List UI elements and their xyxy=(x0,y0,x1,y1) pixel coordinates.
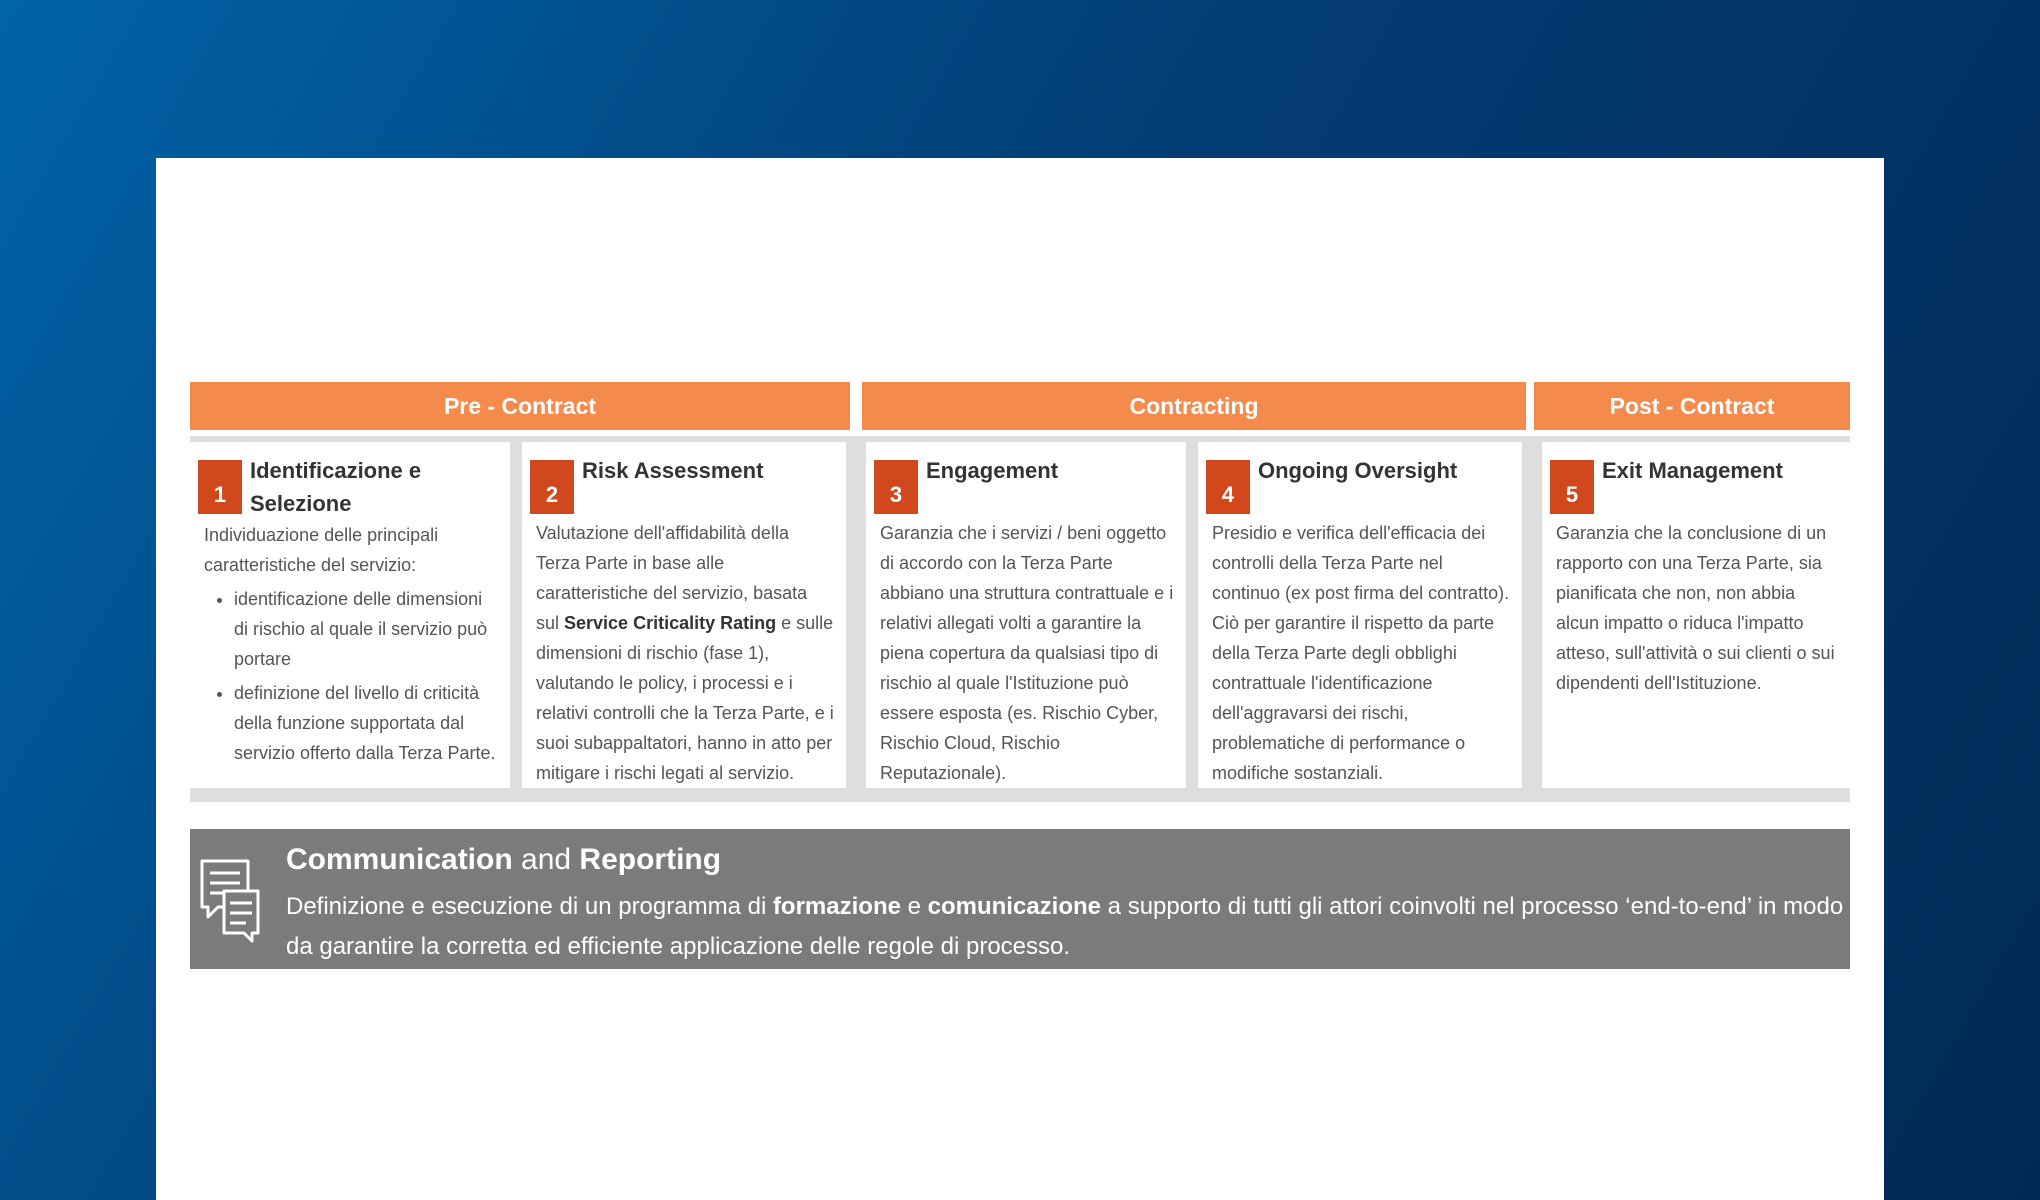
step-description: Presidio e verifica dell'efficacia dei controlli della Terza Parte nel continuo (ex post firma del contratto). Ciò per garantire il rispetto da parte della Terza Parte degli obblighi contrattuale l'identificazione dell'aggravarsi dei rischi, problematiche di performance o modifiche sostanziali. xyxy=(1212,523,1510,783)
tprm-process-diagram xyxy=(190,382,1850,802)
step-title: Risk Assessment xyxy=(582,458,764,483)
step-title: Exit Management xyxy=(1602,458,1783,483)
step-text-bold: Service Criticality Rating xyxy=(564,613,777,633)
step-card-4 xyxy=(1198,442,1522,788)
steps-row xyxy=(190,436,1850,802)
chat-document-icon xyxy=(198,857,262,943)
step-number-badge: 3 xyxy=(874,460,918,514)
list-item: • definizione del livello di criticità della funzione supportata dal servizio offerto dalla Terza Parte. xyxy=(234,678,498,768)
step-number-badge: 5 xyxy=(1550,460,1594,514)
step-number-badge: 4 xyxy=(1206,460,1250,514)
step-card-5 xyxy=(1542,442,1850,788)
step-description xyxy=(536,518,834,788)
text-part: e xyxy=(900,893,928,920)
step-bullet-list xyxy=(204,584,498,768)
step-description: Garanzia che la conclusione di un rapporto con una Terza Parte, sia pianificata che non, non abbia alcun impatto o riduca l'impatto atteso, sull'attività o sui clienti o sui dipendenti dell'Istituzione. xyxy=(1556,523,1835,693)
step-card-2 xyxy=(522,442,846,788)
step-number-badge: 2 xyxy=(530,460,574,514)
text-bold: comunicazione xyxy=(927,893,1102,920)
communication-reporting-bar xyxy=(190,829,1850,969)
communication-title xyxy=(286,843,721,877)
phase-post-contract: Post - Contract xyxy=(1534,382,1850,430)
step-intro: Individuazione delle principali caratteristiche del servizio: xyxy=(204,525,439,575)
step-card-1 xyxy=(190,442,510,788)
phase-pre-contract: Pre - Contract xyxy=(190,382,850,430)
phase-bar xyxy=(190,382,1850,430)
title-part: Reporting xyxy=(579,843,722,876)
text-part: Definizione e esecuzione di un programma di xyxy=(286,893,773,920)
text-bold: formazione xyxy=(772,893,901,920)
title-part: Communication xyxy=(286,843,513,876)
step-number-badge: 1 xyxy=(198,460,242,514)
step-card-3 xyxy=(866,442,1186,788)
text-part: a supporto di tutti gli attori coinvolti nel processo ‘end-to-end’ in modo da garantire la corretta ed efficiente applicazione delle regole di processo. xyxy=(286,893,1844,960)
step-title: Engagement xyxy=(926,458,1059,483)
title-part: and xyxy=(512,843,580,876)
step-text: e sulle dimensioni di rischio (fase 1), valutando le policy, i processi e i relativi controlli che la Terza Parte, e i suoi subappaltatori, hanno in atto per mitigare i rischi legati al servizio. xyxy=(536,613,834,783)
phase-contracting: Contracting xyxy=(862,382,1526,430)
list-item: • identificazione delle dimensioni di rischio al quale il servizio può portare xyxy=(234,584,498,674)
step-description: Garanzia che i servizi / beni oggetto di accordo con la Terza Parte abbiano una struttura contrattuale e i relativi allegati volti a garantire la piena copertura da qualsiasi tipo di rischio al quale l'Istituzione può essere esposta (es. Rischio Cyber, Rischio Cloud, Rischio Reputazionale). xyxy=(880,523,1174,783)
step-title: Identificazione e Selezione xyxy=(250,458,422,516)
step-text: Valutazione dell'affidabilità della Terza Parte in base alle caratteristiche del servizio, basata sul xyxy=(536,523,808,633)
communication-description xyxy=(286,887,1844,967)
step-title: Ongoing Oversight xyxy=(1258,458,1458,483)
step-description xyxy=(204,520,498,768)
